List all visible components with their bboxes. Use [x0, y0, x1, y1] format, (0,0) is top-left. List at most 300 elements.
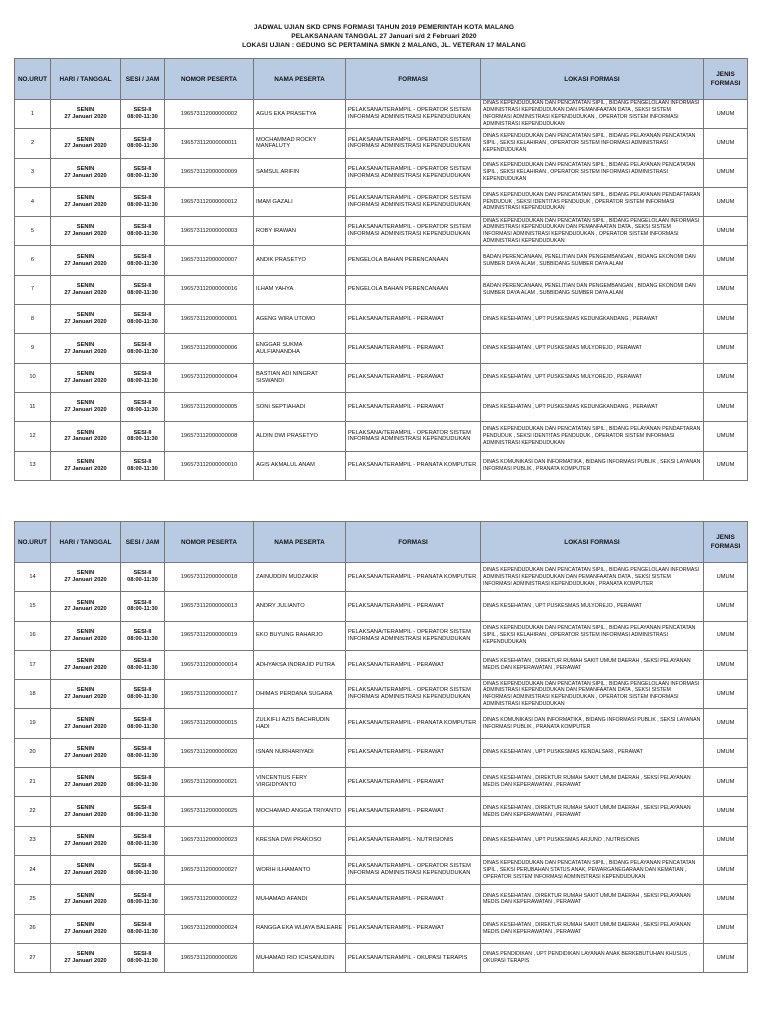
day-text: SENIN [76, 775, 95, 782]
time-text: 08:00-11:30 [127, 958, 158, 964]
jenis-cell: UMUM [704, 246, 748, 275]
day-date-cell [51, 943, 121, 972]
date-text: 27 Januari 2020 [64, 114, 107, 121]
name-cell: ANDIK PRASETYO [254, 246, 346, 275]
table-row [15, 914, 748, 943]
no-cell: 24 [15, 855, 51, 884]
jenis-cell: UMUM [704, 592, 748, 621]
table-row [15, 100, 748, 129]
no-cell: 1 [15, 100, 51, 129]
formasi-cell: PELAKSANA/TERAMPIL - PRANATA KOMPUTER [346, 563, 481, 592]
day-date-cell [51, 334, 121, 363]
formasi-cell: PELAKSANA/TERAMPIL - OPERATOR SISTEM INFORMASI ADMINISTRASI KEPENDUDUKAN [346, 129, 481, 158]
day-date-cell [51, 187, 121, 216]
table-row [15, 451, 748, 480]
number-cell: 196573112000000017 [165, 680, 254, 709]
lokasi-cell: DINAS KEPENDUDUKAN DAN PENCATATAN SIPIL , BIDANG PENGELOLAAN INFORMASI ADMINISTRASI KEPENDUDUKAN DAN PEMANFAATAN DATA , SEKSI SISTEM INFORMASI ADMINISTRASI KEPENDUDUKAN , OPERATOR SISTEM INFORMASI ADMINISTRASI KEPENDUDUKAN [481, 680, 704, 709]
number-cell: 196573112000000009 [165, 158, 254, 187]
col-header-lokasi: LOKASI FORMASI [481, 522, 704, 563]
session-time-cell [121, 100, 165, 129]
jenis-cell: UMUM [704, 738, 748, 767]
date-text: 27 Januari 2020 [64, 289, 107, 296]
time-text: 08:00-11:30 [127, 811, 158, 818]
date-text: 27 Januari 2020 [64, 635, 107, 642]
day-text: SENIN [76, 687, 95, 694]
name-cell: MUHAMAD RIO ICHSANUDIN [254, 943, 346, 972]
date-text: 27 Januari 2020 [64, 665, 107, 672]
session-time-cell [121, 246, 165, 275]
date-text: 27 Januari 2020 [64, 143, 107, 150]
number-cell: 196573112000000023 [165, 826, 254, 855]
session-time-cell [121, 885, 165, 914]
number-cell: 196573112000000006 [165, 334, 254, 363]
day-date-cell [51, 768, 121, 797]
jenis-cell: UMUM [704, 100, 748, 129]
day-date-cell [51, 422, 121, 451]
day-date-cell [51, 275, 121, 304]
day-date-cell [51, 826, 121, 855]
no-cell: 12 [15, 422, 51, 451]
number-cell: 196573112000000008 [165, 422, 254, 451]
session-time-cell [121, 129, 165, 158]
formasi-cell: PELAKSANA/TERAMPIL - PERAWAT [346, 768, 481, 797]
day-text: SENIN [76, 165, 95, 172]
day-text: SENIN [76, 370, 95, 377]
time-text: 08:00-11:30 [127, 723, 158, 730]
time-text: 08:00-11:30 [127, 143, 158, 150]
day-date-cell [51, 592, 121, 621]
time-text: 08:00-11:30 [127, 870, 158, 877]
session-time-cell [121, 621, 165, 650]
jenis-cell: UMUM [704, 392, 748, 421]
lokasi-cell: DINAS KOMUNIKASI DAN INFORMATIKA , BIDANG INFORMASI PUBLIK , SEKSI LAYANAN INFORMASI PUBLIK , PRANATA KOMPUTER [481, 709, 704, 738]
session-time-cell [121, 709, 165, 738]
table-row [15, 392, 748, 421]
time-text: 08:00-11:30 [127, 377, 158, 384]
col-header-no: NO.URUT [15, 522, 51, 563]
no-cell: 2 [15, 129, 51, 158]
date-text: 27 Januari 2020 [64, 811, 107, 818]
time-text: 08:00-11:30 [127, 840, 158, 847]
date-text: 27 Januari 2020 [64, 436, 107, 443]
number-cell: 196573112000000010 [165, 451, 254, 480]
number-cell: 196573112000000024 [165, 914, 254, 943]
jenis-cell: UMUM [704, 885, 748, 914]
table-row [15, 738, 748, 767]
col-header-day: HARI / TANGGAL [51, 59, 121, 100]
day-date-cell [51, 621, 121, 650]
no-cell: 15 [15, 592, 51, 621]
lokasi-cell: DINAS KESEHATAN , DIREKTUR RUMAH SAKIT UMUM DAERAH , SEKSI PELAYANAN MEDIS DAN KEPERAWATAN , PERAWAT [481, 768, 704, 797]
name-cell: ENGGAR SUKMA AULFIANANDHA [254, 334, 346, 363]
name-cell: VINCENTIUS FERY VIRGIDIYANTO [254, 768, 346, 797]
time-text: 08:00-11:30 [127, 114, 158, 121]
lokasi-cell: BADAN PERENCANAAN, PENELITIAN DAN PENGEMBANGAN , BIDANG EKONOMI DAN SUMBER DAYA ALAM , SUBBIDANG SUMBER DAYA ALAM [481, 246, 704, 275]
table-row [15, 187, 748, 216]
time-text: 08:00-11:30 [127, 407, 158, 414]
no-cell: 26 [15, 914, 51, 943]
number-cell: 196573112000000007 [165, 246, 254, 275]
session-text: SESI-II [133, 628, 152, 635]
name-cell: MUHAMAD AFANDI [254, 885, 346, 914]
col-header-formasi: FORMASI [346, 59, 481, 100]
time-text: 08:00-11:30 [127, 752, 158, 759]
table-row [15, 305, 748, 334]
table-row [15, 768, 748, 797]
jenis-cell: UMUM [704, 158, 748, 187]
day-date-cell [51, 914, 121, 943]
header-row [15, 522, 748, 563]
date-text: 27 Januari 2020 [64, 172, 107, 179]
no-cell: 9 [15, 334, 51, 363]
no-cell: 23 [15, 826, 51, 855]
name-cell: ISNAN NURHARIYADI [254, 738, 346, 767]
formasi-cell: PELAKSANA/TERAMPIL - OPERATOR SISTEM INFORMASI ADMINISTRASI KEPENDUDUKAN [346, 680, 481, 709]
time-text: 08:00-11:30 [127, 465, 158, 472]
session-text: SESI-II [133, 892, 152, 899]
time-text: 08:00-11:30 [127, 319, 158, 326]
day-text: SENIN [76, 253, 95, 260]
lokasi-cell: DINAS KESEHATAN , UPT PUSKESMAS MULYOREJO , PERAWAT [481, 334, 704, 363]
date-text: 27 Januari 2020 [64, 606, 107, 613]
col-header-session: SESI / JAM [121, 59, 165, 100]
no-cell: 11 [15, 392, 51, 421]
header-period: PELAKSANAAN TANGGAL 27 Januari s/d 2 Februari 2020 [291, 32, 477, 40]
no-cell: 16 [15, 621, 51, 650]
session-time-cell [121, 422, 165, 451]
lokasi-cell: DINAS KEPENDUDUKAN DAN PENCATATAN SIPIL , BIDANG PELAYANAN PENCATATAN SIPIL , SEKSI KELAHIRAN , OPERATOR SISTEM INFORMASI ADMINISTRASI KEPENDUDUKAN [481, 158, 704, 187]
jenis-cell: UMUM [704, 275, 748, 304]
col-header-session: SESI / JAM [121, 522, 165, 563]
number-cell: 196573112000000002 [165, 100, 254, 129]
jenis-cell: UMUM [704, 768, 748, 797]
name-cell: EKO BUYUNG RAHARJO [254, 621, 346, 650]
jenis-cell: UMUM [704, 855, 748, 884]
name-cell: ZULKIFLI AZIS BACHRUDIN HADI [254, 709, 346, 738]
name-cell: AGIS AKMALUL ANAM [254, 451, 346, 480]
lokasi-cell: DINAS KEPENDUDUKAN DAN PENCATATAN SIPIL , BIDANG PELAYANAN PENCATATAN SIPIL , SEKSI KELAHIRAN , OPERATOR SISTEM INFORMASI ADMINISTRASI KEPENDUDUKAN [481, 621, 704, 650]
date-text: 27 Januari 2020 [64, 260, 107, 267]
header-row [15, 59, 748, 100]
session-time-cell [121, 797, 165, 826]
time-text: 08:00-11:30 [127, 202, 158, 209]
name-cell: ROBY IRAWAN [254, 217, 346, 246]
jenis-cell: UMUM [704, 187, 748, 216]
day-date-cell [51, 158, 121, 187]
col-header-number: NOMOR PESERTA [165, 522, 254, 563]
no-cell: 14 [15, 563, 51, 592]
jenis-cell: UMUM [704, 129, 748, 158]
number-cell: 196573112000000014 [165, 650, 254, 679]
no-cell: 10 [15, 363, 51, 392]
time-text: 08:00-11:30 [127, 782, 158, 789]
number-cell: 196573112000000025 [165, 797, 254, 826]
day-date-cell [51, 650, 121, 679]
lokasi-cell: DINAS KEPENDUDUKAN DAN PENCATATAN SIPIL , BIDANG PENGELOLAAN INFORMASI ADMINISTRASI KEPENDUDUKAN DAN PEMANFAATAN DATA , SEKSI SISTEM INFORMASI ADMINISTRASI KEPENDUDUKAN , OPERATOR SISTEM INFORMASI ADMINISTRASI KEPENDUDUKAN [481, 217, 704, 246]
jenis-cell: UMUM [704, 563, 748, 592]
session-time-cell [121, 768, 165, 797]
jenis-cell: UMUM [704, 334, 748, 363]
day-text: SENIN [76, 195, 95, 202]
session-time-cell [121, 334, 165, 363]
time-text: 08:00-11:30 [127, 577, 158, 584]
session-text: SESI-II [133, 687, 152, 694]
name-cell: KRESNA DWI PRAKOSO [254, 826, 346, 855]
jenis-cell: UMUM [704, 709, 748, 738]
day-text: SENIN [76, 570, 95, 577]
day-date-cell [51, 885, 121, 914]
number-cell: 196573112000000016 [165, 275, 254, 304]
session-text: SESI-II [133, 370, 152, 377]
number-cell: 196573112000000013 [165, 592, 254, 621]
session-time-cell [121, 217, 165, 246]
day-date-cell [51, 246, 121, 275]
lokasi-cell: DINAS KESEHATAN , UPT PUSKESMAS KEDUNGKANDANG , PERAWAT [481, 305, 704, 334]
number-cell: 196573112000000022 [165, 885, 254, 914]
name-cell: MOCHAMMAD ROCKY MANFALUTY [254, 129, 346, 158]
number-cell: 196573112000000005 [165, 392, 254, 421]
session-text: SESI-II [133, 341, 152, 348]
session-text: SESI-II [133, 570, 152, 577]
time-text: 08:00-11:30 [127, 260, 158, 267]
day-text: SENIN [76, 429, 95, 436]
table-row [15, 334, 748, 363]
table-row [15, 158, 748, 187]
col-header-jenis: JENIS FORMASI [704, 59, 748, 100]
formasi-cell: PENGELOLA BAHAN PERENCANAAN [346, 246, 481, 275]
session-text: SESI-II [133, 921, 152, 928]
session-time-cell [121, 158, 165, 187]
date-text: 27 Januari 2020 [64, 377, 107, 384]
date-text: 27 Januari 2020 [64, 928, 107, 935]
name-cell: RANGGA EKA WIJAYA BALEARE [254, 914, 346, 943]
jenis-cell: UMUM [704, 797, 748, 826]
formasi-cell: PELAKSANA/TERAMPIL - OPERATOR SISTEM INFORMASI ADMINISTRASI KEPENDUDUKAN [346, 855, 481, 884]
formasi-cell: PELAKSANA/TERAMPIL - PRANATA KOMPUTER [346, 451, 481, 480]
day-text: SENIN [76, 804, 95, 811]
session-text: SESI-II [133, 312, 152, 319]
day-text: SENIN [76, 599, 95, 606]
time-text: 08:00-11:30 [127, 436, 158, 443]
number-cell: 196573112000000019 [165, 621, 254, 650]
time-text: 08:00-11:30 [127, 635, 158, 642]
table-row [15, 680, 748, 709]
col-header-lokasi: LOKASI FORMASI [481, 59, 704, 100]
table-row [15, 422, 748, 451]
date-text: 27 Januari 2020 [64, 899, 107, 906]
date-text: 27 Januari 2020 [64, 723, 107, 730]
session-text: SESI-II [133, 400, 152, 407]
session-text: SESI-II [133, 951, 152, 958]
number-cell: 196573112000000027 [165, 855, 254, 884]
formasi-cell: PELAKSANA/TERAMPIL - PERAWAT [346, 738, 481, 767]
table-row [15, 275, 748, 304]
name-cell: SONI SEPTIAHADI [254, 392, 346, 421]
jenis-cell: UMUM [704, 305, 748, 334]
session-time-cell [121, 563, 165, 592]
session-text: SESI-II [133, 804, 152, 811]
name-cell: DHIMAS PERDANA SUGARA [254, 680, 346, 709]
no-cell: 21 [15, 768, 51, 797]
number-cell: 196573112000000018 [165, 563, 254, 592]
session-text: SESI-II [133, 253, 152, 260]
col-header-number: NOMOR PESERTA [165, 59, 254, 100]
day-text: SENIN [76, 921, 95, 928]
session-text: SESI-II [133, 775, 152, 782]
time-text: 08:00-11:30 [127, 899, 158, 906]
number-cell: 196573112000000003 [165, 217, 254, 246]
no-cell: 25 [15, 885, 51, 914]
table-row [15, 621, 748, 650]
table-row [15, 826, 748, 855]
session-time-cell [121, 738, 165, 767]
time-text: 08:00-11:30 [127, 348, 158, 355]
lokasi-cell: DINAS KESEHATAN , DIREKTUR RUMAH SAKIT UMUM DAERAH , SEKSI PELAYANAN MEDIS DAN KEPERAWATAN , PERAWAT [481, 797, 704, 826]
name-cell: IMAM GAZALI [254, 187, 346, 216]
jenis-cell: UMUM [704, 680, 748, 709]
day-date-cell [51, 797, 121, 826]
lokasi-cell: DINAS KOMUNIKASI DAN INFORMATIKA , BIDANG INFORMASI PUBLIK , SEKSI LAYANAN INFORMASI PUBLIK , PRANATA KOMPUTER [481, 451, 704, 480]
date-text: 27 Januari 2020 [64, 958, 107, 964]
col-header-formasi: FORMASI [346, 522, 481, 563]
session-text: SESI-II [133, 283, 152, 290]
date-text: 27 Januari 2020 [64, 202, 107, 209]
name-cell: AGENG WIRA UTOMO [254, 305, 346, 334]
lokasi-cell: DINAS KESEHATAN , DIREKTUR RUMAH SAKIT UMUM DAERAH , SEKSI PELAYANAN MEDIS DAN KEPERAWATAN , PERAWAT [481, 885, 704, 914]
session-text: SESI-II [133, 599, 152, 606]
lokasi-cell: DINAS KESEHATAN , UPT PUSKESMAS KENDALSARI , PERAWAT [481, 738, 704, 767]
formasi-cell: PELAKSANA/TERAMPIL - OKUPASI TERAPIS [346, 943, 481, 972]
formasi-cell: PELAKSANA/TERAMPIL - PERAWAT [346, 305, 481, 334]
session-time-cell [121, 943, 165, 972]
session-time-cell [121, 305, 165, 334]
table-row [15, 943, 748, 972]
jenis-cell: UMUM [704, 621, 748, 650]
day-text: SENIN [76, 892, 95, 899]
name-cell: ADHYAKSA INDRAJID PUTRA [254, 650, 346, 679]
table-row [15, 217, 748, 246]
name-cell: BASTIAN ADI NINGRAT SISWANDI [254, 363, 346, 392]
lokasi-cell: DINAS KESEHATAN , UPT PUSKESMAS MULYOREJO , PERAWAT [481, 592, 704, 621]
time-text: 08:00-11:30 [127, 606, 158, 613]
no-cell: 20 [15, 738, 51, 767]
day-date-cell [51, 217, 121, 246]
no-cell: 8 [15, 305, 51, 334]
header-location: LOKASI UJIAN : GEDUNG SC PERTAMINA SMKN 2 MALANG, JL. VETERAN 17 MALANG [242, 41, 526, 49]
formasi-cell: PELAKSANA/TERAMPIL - OPERATOR SISTEM INFORMASI ADMINISTRASI KEPENDUDUKAN [346, 217, 481, 246]
document-header [0, 24, 768, 50]
formasi-cell: PELAKSANA/TERAMPIL - OPERATOR SISTEM INFORMASI ADMINISTRASI KEPENDUDUKAN [346, 187, 481, 216]
table-row [15, 885, 748, 914]
session-time-cell [121, 592, 165, 621]
session-text: SESI-II [133, 165, 152, 172]
session-text: SESI-II [133, 136, 152, 143]
formasi-cell: PELAKSANA/TERAMPIL - PERAWAT [346, 334, 481, 363]
jenis-cell: UMUM [704, 451, 748, 480]
no-cell: 18 [15, 680, 51, 709]
no-cell: 5 [15, 217, 51, 246]
no-cell: 19 [15, 709, 51, 738]
formasi-cell: PELAKSANA/TERAMPIL - OPERATOR SISTEM INFORMASI ADMINISTRASI KEPENDUDUKAN [346, 621, 481, 650]
formasi-cell: PELAKSANA/TERAMPIL - OPERATOR SISTEM INFORMASI ADMINISTRASI KEPENDUDUKAN [346, 158, 481, 187]
day-text: SENIN [76, 863, 95, 870]
day-date-cell [51, 563, 121, 592]
jenis-cell: UMUM [704, 826, 748, 855]
day-text: SENIN [76, 628, 95, 635]
number-cell: 196573112000000011 [165, 129, 254, 158]
day-date-cell [51, 451, 121, 480]
no-cell: 4 [15, 187, 51, 216]
table-row [15, 855, 748, 884]
session-text: SESI-II [133, 746, 152, 753]
name-cell: SAMSUL ARIFIN [254, 158, 346, 187]
session-text: SESI-II [133, 658, 152, 665]
col-header-no: NO.URUT [15, 59, 51, 100]
lokasi-cell: DINAS KESEHATAN , DIREKTUR RUMAH SAKIT UMUM DAERAH , SEKSI PELAYANAN MEDIS DAN KEPERAWATAN , PERAWAT [481, 650, 704, 679]
day-date-cell [51, 709, 121, 738]
date-text: 27 Januari 2020 [64, 465, 107, 472]
table-row [15, 129, 748, 158]
no-cell: 6 [15, 246, 51, 275]
number-cell: 196573112000000026 [165, 943, 254, 972]
date-text: 27 Januari 2020 [64, 319, 107, 326]
number-cell: 196573112000000012 [165, 187, 254, 216]
session-time-cell [121, 826, 165, 855]
day-text: SENIN [76, 658, 95, 665]
session-time-cell [121, 275, 165, 304]
col-header-jenis: JENIS FORMASI [704, 522, 748, 563]
day-date-cell [51, 100, 121, 129]
lokasi-cell: DINAS KEPENDUDUKAN DAN PENCATATAN SIPIL , BIDANG PELAYANAN PENDAFTARAN PENDUDUK , SEKSI IDENTITAS PENDUDUK , OPERATOR SISTEM INFORMASI ADMINISTRASI KEPENDUDUKAN [481, 187, 704, 216]
day-text: SENIN [76, 400, 95, 407]
col-header-day: HARI / TANGGAL [51, 522, 121, 563]
jenis-cell: UMUM [704, 363, 748, 392]
day-text: SENIN [76, 833, 95, 840]
date-text: 27 Januari 2020 [64, 577, 107, 584]
table-row [15, 563, 748, 592]
day-date-cell [51, 305, 121, 334]
session-time-cell [121, 363, 165, 392]
date-text: 27 Januari 2020 [64, 752, 107, 759]
day-text: SENIN [76, 716, 95, 723]
formasi-cell: PELAKSANA/TERAMPIL - PERAWAT [346, 363, 481, 392]
schedule-table-1 [14, 58, 748, 481]
session-text: SESI-II [133, 224, 152, 231]
jenis-cell: UMUM [704, 217, 748, 246]
time-text: 08:00-11:30 [127, 928, 158, 935]
time-text: 08:00-11:30 [127, 231, 158, 238]
table-row [15, 709, 748, 738]
formasi-cell: PELAKSANA/TERAMPIL - NUTRISIONIS [346, 826, 481, 855]
formasi-cell: PELAKSANA/TERAMPIL - PRANATA KOMPUTER [346, 709, 481, 738]
no-cell: 13 [15, 451, 51, 480]
lokasi-cell: DINAS KESEHATAN , UPT PUSKESMAS MULYOREJO , PERAWAT [481, 363, 704, 392]
date-text: 27 Januari 2020 [64, 840, 107, 847]
formasi-cell: PENGELOLA BAHAN PERENCANAAN [346, 275, 481, 304]
name-cell: AGUS EKA PRASETYA [254, 100, 346, 129]
lokasi-cell: DINAS PENDIDIKAN , UPT PENDIDIKAN LAYANAN ANAK BERKEBUTUHAN KHUSUS , OKUPASI TERAPIS [481, 943, 704, 972]
day-date-cell [51, 855, 121, 884]
date-text: 27 Januari 2020 [64, 348, 107, 355]
lokasi-cell: DINAS KEPENDUDUKAN DAN PENCATATAN SIPIL , BIDANG PELAYANAN PENCATATAN SIPIL , SEKSI KELAHIRAN , OPERATOR SISTEM INFORMASI ADMINISTRASI KEPENDUDUKAN [481, 129, 704, 158]
no-cell: 17 [15, 650, 51, 679]
lokasi-cell: DINAS KESEHATAN , DIREKTUR RUMAH SAKIT UMUM DAERAH , SEKSI PELAYANAN MEDIS DAN KEPERAWATAN , PERAWAT [481, 914, 704, 943]
day-text: SENIN [76, 341, 95, 348]
day-date-cell [51, 363, 121, 392]
lokasi-cell: DINAS KEPENDUDUKAN DAN PENCATATAN SIPIL , BIDANG PELAYANAN PENDAFTARAN PENDUDUK , SEKSI IDENTITAS PENDUDUK , OPERATOR SISTEM INFORMASI ADMINISTRASI KEPENDUDUKAN [481, 422, 704, 451]
table-row [15, 650, 748, 679]
no-cell: 22 [15, 797, 51, 826]
